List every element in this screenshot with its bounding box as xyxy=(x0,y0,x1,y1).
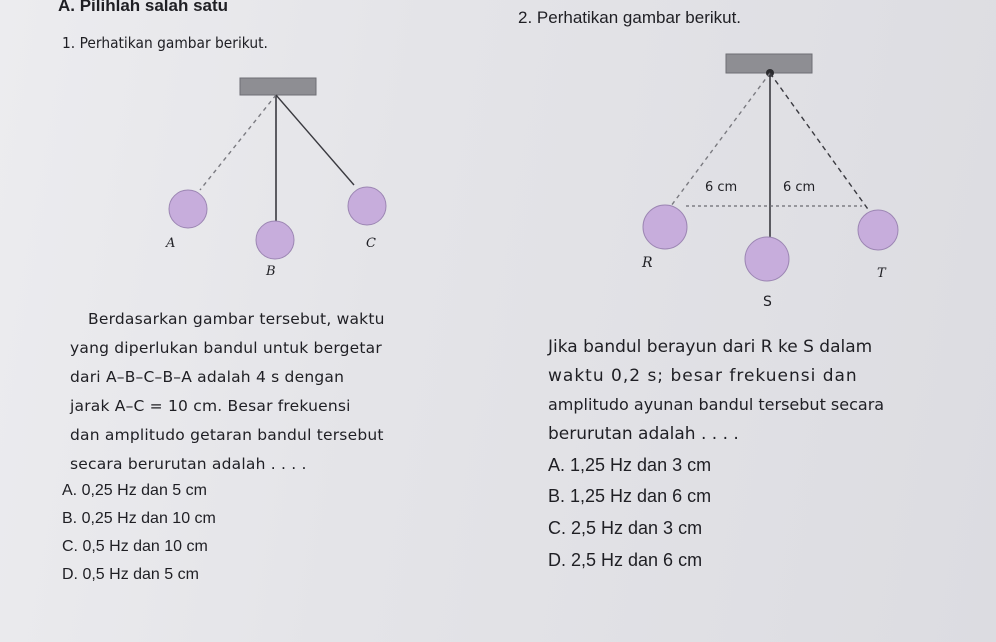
pendulum-1-string-left xyxy=(200,95,276,190)
pendulum-2-bob-s xyxy=(745,237,789,281)
pendulum-1-bob-a xyxy=(169,190,207,228)
q1-number: 1. xyxy=(62,34,76,52)
q2-option-c[interactable]: C. 2,5 Hz dan 3 cm xyxy=(548,518,703,538)
q1-title: Perhatikan gambar berikut. xyxy=(79,34,268,52)
q1-text-line-3: dari A–B–C–B–A adalah 4 s dengan xyxy=(70,368,345,386)
q1-option-c[interactable]: C. 0,5 Hz dan 10 cm xyxy=(62,538,208,555)
q1-label-c: C xyxy=(366,236,376,251)
q1-option-d[interactable]: D. 0,5 Hz dan 5 cm xyxy=(62,566,199,583)
pendulum-1-diagram xyxy=(169,78,386,259)
q1-text-line-1: Berdasarkan gambar tersebut, waktu xyxy=(88,310,385,328)
q1-label-a: A xyxy=(166,236,176,251)
q2-option-d[interactable]: D. 2,5 Hz dan 6 cm xyxy=(548,550,703,570)
q2-text-line-2: waktu 0,2 s; besar frekuensi dan xyxy=(548,366,858,386)
q1-text-line-6: secara berurutan adalah . . . . xyxy=(70,455,307,473)
q2-label-r: R xyxy=(642,255,653,271)
pendulum-1-string-right xyxy=(276,95,354,185)
q1-text-line-4: jarak A–C = 10 cm. Besar frekuensi xyxy=(70,397,351,415)
q2-number: 2. xyxy=(518,8,533,27)
q2-label-s: S xyxy=(763,294,772,310)
pendulum-2-bob-t xyxy=(858,210,898,250)
q2-label-t: T xyxy=(877,266,886,281)
q1-label-b: B xyxy=(266,264,276,279)
pendulum-1-support xyxy=(240,78,316,95)
q2-option-b[interactable]: B. 1,25 Hz dan 6 cm xyxy=(548,486,712,506)
q2-left-distance: 6 cm xyxy=(705,180,738,195)
pendulum-2-diagram xyxy=(643,54,898,281)
q2-option-a[interactable]: A. 1,25 Hz dan 3 cm xyxy=(548,455,712,475)
q1-option-a[interactable]: A. 0,25 Hz dan 5 cm xyxy=(62,482,207,499)
pendulum-2-bob-r xyxy=(643,205,687,249)
q2-text-line-4: berurutan adalah . . . . xyxy=(548,424,739,444)
q2-heading xyxy=(518,8,741,28)
q2-text-line-1: Jika bandul berayun dari R ke S dalam xyxy=(548,337,873,357)
pendulum-1-bob-c xyxy=(348,187,386,225)
section-header: A. Pilihlah salah satu xyxy=(58,0,229,15)
q2-right-distance: 6 cm xyxy=(783,180,816,195)
q1-option-b[interactable]: B. 0,25 Hz dan 10 cm xyxy=(62,510,216,527)
q1-text-line-2: yang diperlukan bandul untuk bergetar xyxy=(70,339,382,357)
q1-text-line-5: dan amplitudo getaran bandul tersebut xyxy=(70,426,384,444)
q2-title: Perhatikan gambar berikut. xyxy=(536,8,742,27)
q2-text-line-3: amplitudo ayunan bandul tersebut secara xyxy=(548,395,885,414)
pendulum-1-bob-b xyxy=(256,221,294,259)
